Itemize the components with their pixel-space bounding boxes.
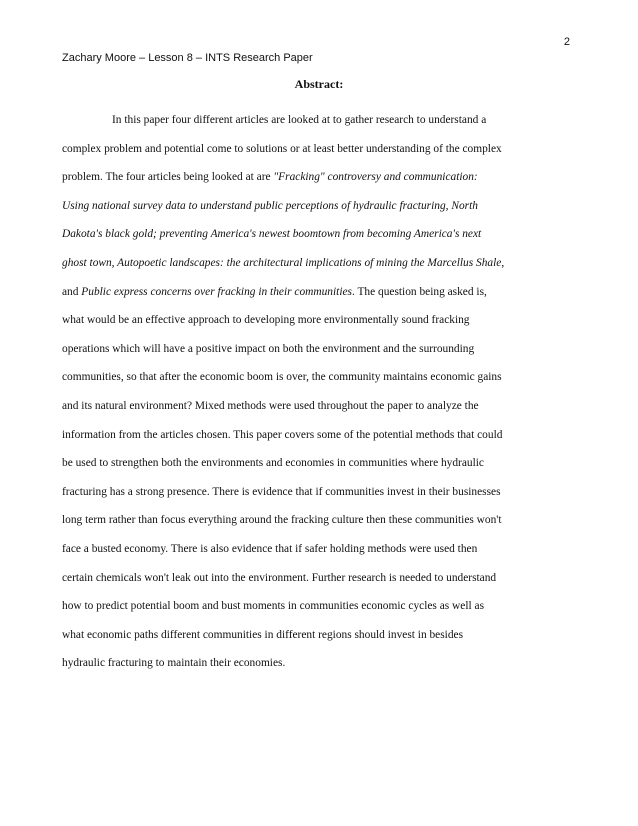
abstract-line: [62, 192, 582, 221]
abstract-line: [62, 392, 582, 421]
abstract-line: [62, 621, 582, 650]
abstract-line: [62, 163, 582, 192]
abstract-line: [62, 649, 582, 678]
abstract-title: Abstract:: [294, 77, 344, 91]
abstract-line: [62, 506, 582, 535]
abstract-text: In this paper four different articles are looked at to gather research to understand a: [112, 114, 487, 126]
abstract-text: be used to strengthen both the environments and economies in communities where hydraulic: [62, 457, 484, 470]
article-title-text: Dakota's black gold; preventing America's newest boomtown from becoming America's next: [62, 228, 482, 241]
abstract-line: [62, 249, 582, 278]
abstract-line: [62, 564, 582, 593]
abstract-line: [62, 278, 582, 307]
abstract-line: [62, 335, 582, 364]
abstract-line: [62, 592, 582, 621]
abstract-line: [62, 220, 582, 249]
abstract-text: fracturing has a strong presence. There is evidence that if communities invest in their businesses: [62, 485, 501, 498]
abstract-text: complex problem and potential come to solutions or at least better understanding of the complex: [62, 142, 502, 155]
page-number: 2: [563, 36, 570, 48]
running-head: Zachary Moore – Lesson 8 – INTS Research Paper: [62, 52, 313, 64]
abstract-text: ,: [501, 256, 505, 269]
abstract-text: and its natural environment? Mixed methods were used throughout the paper to analyze the: [62, 399, 479, 412]
abstract-text: what economic paths different communities in different regions should invest in besides: [62, 628, 464, 641]
abstract-text: information from the articles chosen. This paper covers some of the potential methods that could: [62, 428, 503, 441]
abstract-text: face a busted economy. There is also evidence that if safer holding methods were used then: [62, 542, 478, 555]
abstract-text: hydraulic fracturing to maintain their economies.: [62, 657, 286, 670]
abstract-text: how to predict potential boom and bust moments in communities economic cycles as well as: [62, 600, 484, 613]
abstract-text: problem. The four articles being looked at are: [62, 171, 274, 184]
article-title-text: Using national survey data to understand public perceptions of hydraulic fracturing, North: [62, 199, 478, 212]
article-title-text: "Fracking" controversy and communication:: [273, 171, 478, 184]
abstract-line: [62, 449, 582, 478]
abstract-text: communities, so that after the economic boom is over, the community maintains economic gains: [62, 371, 502, 384]
abstract-line: [62, 135, 582, 164]
abstract-text: operations which will have a positive impact on both the environment and the surrounding: [62, 342, 475, 355]
abstract-text: certain chemicals won't leak out into the environment. Further research is needed to understand: [62, 571, 497, 584]
abstract-line: [62, 421, 582, 450]
abstract-text: what would be an effective approach to developing more environmentally sound fracking: [62, 314, 470, 327]
abstract-line: [62, 306, 582, 335]
abstract-body: [62, 106, 582, 678]
abstract-line: [62, 478, 582, 507]
article-title-text: ghost town, Autopoetic landscapes: the architectural implications of mining the Marcellus Shale: [62, 256, 502, 269]
abstract-line: [62, 535, 582, 564]
abstract-text: . The question being asked is,: [351, 285, 487, 298]
abstract-line: [62, 363, 582, 392]
abstract-line: [62, 106, 582, 135]
abstract-text: long term rather than focus everything around the fracking culture then these communities won't: [62, 514, 502, 527]
article-title-text: Public express concerns over fracking in their communities: [81, 285, 352, 298]
abstract-text: and: [62, 285, 82, 298]
